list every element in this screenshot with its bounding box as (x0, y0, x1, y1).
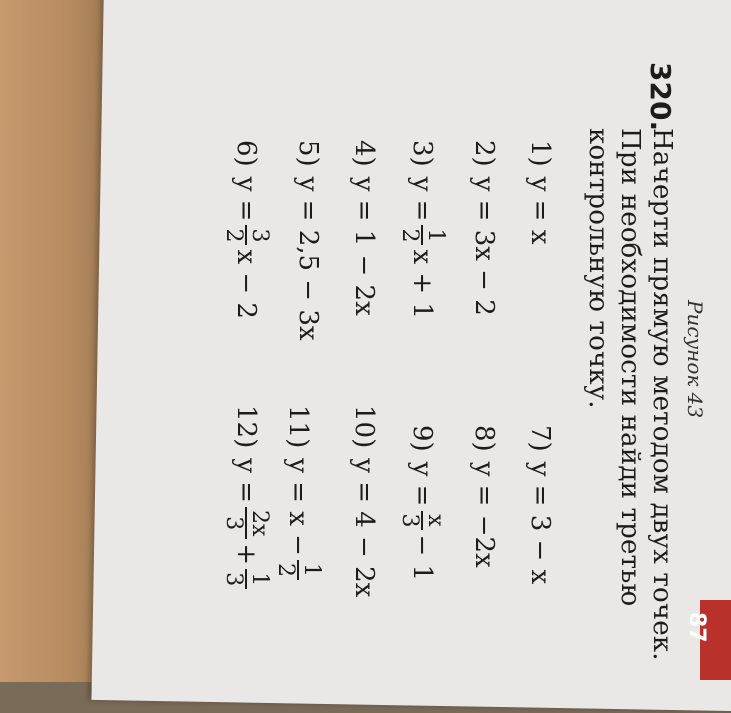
equation-text: y = −2x (469, 461, 499, 568)
task-number: 320. (644, 62, 677, 132)
fraction-denominator: 3 (221, 572, 246, 587)
equation-6 (221, 140, 271, 319)
equation-label: 3) (407, 140, 437, 167)
task-text-line-1: Начерти прямую методом двух точек. (647, 128, 677, 661)
equation-label: 6) (231, 140, 261, 167)
equation-4 (349, 140, 379, 316)
equation-11 (273, 405, 323, 584)
equation-label: 4) (349, 140, 379, 167)
equation-label: 10) (349, 405, 379, 449)
equation-label: 2) (469, 140, 499, 167)
equation-text-tail: − 1 (407, 534, 437, 582)
equation-label: 5) (293, 140, 323, 167)
fraction (397, 225, 447, 245)
equation-5 (293, 140, 323, 341)
equation-label: 12) (231, 405, 261, 449)
equation-10 (349, 405, 379, 597)
equation-8 (469, 425, 499, 568)
equation-2 (469, 140, 499, 316)
equation-text: y = x (525, 176, 555, 245)
fraction-numerator: x (421, 511, 447, 529)
task-text-line-2: При необходимости найди третью (615, 128, 645, 607)
equation-12 (221, 405, 271, 593)
equation-text: y = (231, 458, 261, 503)
fraction-numerator: 3 (245, 225, 271, 245)
equation-text: y = (407, 461, 437, 507)
fraction (397, 510, 447, 530)
fraction-numerator: 2x (245, 507, 271, 539)
equation-text: y = (231, 176, 261, 222)
fraction (221, 569, 271, 589)
equation-text-tail: x − 2 (231, 249, 261, 319)
fraction-denominator: 3 (397, 513, 422, 528)
rotated-page-content (75, 0, 715, 690)
equation-label: 9) (407, 425, 437, 452)
fraction (221, 225, 271, 245)
equation-text-tail: x + 1 (407, 249, 437, 319)
equation-9 (397, 425, 447, 581)
equation-label: 1) (525, 140, 555, 167)
equation-label: 7) (525, 425, 555, 452)
equation-text: y = 4 − 2x (349, 458, 379, 598)
fraction-numerator: 1 (421, 225, 447, 245)
fraction-denominator: 2 (273, 562, 298, 577)
fraction-denominator: 3 (221, 516, 246, 531)
equation-text: y = (407, 176, 437, 222)
fraction-denominator: 2 (397, 228, 422, 243)
equation-text: y = 3x − 2 (469, 176, 499, 316)
equation-text: y = 1 − 2x (349, 176, 379, 316)
equation-text: y = 2,5 − 3x (293, 176, 323, 341)
equation-label: 11) (283, 405, 313, 449)
equation-label: 8) (469, 425, 499, 452)
figure-caption: Рисунок 43 (683, 300, 707, 419)
equation-3 (397, 140, 447, 319)
fraction-numerator: 1 (245, 569, 271, 589)
equation-7 (525, 425, 555, 584)
fraction-denominator: 2 (221, 228, 246, 243)
equation-text: y = x − (283, 458, 313, 556)
equation-text: y = 3 − x (525, 461, 555, 585)
fraction-numerator: 1 (297, 560, 323, 580)
equation-1 (525, 140, 555, 244)
equation-text-plus: + (231, 543, 261, 566)
task-text-line-3: контрольную точку. (583, 128, 613, 409)
fraction (221, 507, 271, 539)
fraction (273, 560, 323, 580)
page-number: 87 (684, 612, 709, 643)
